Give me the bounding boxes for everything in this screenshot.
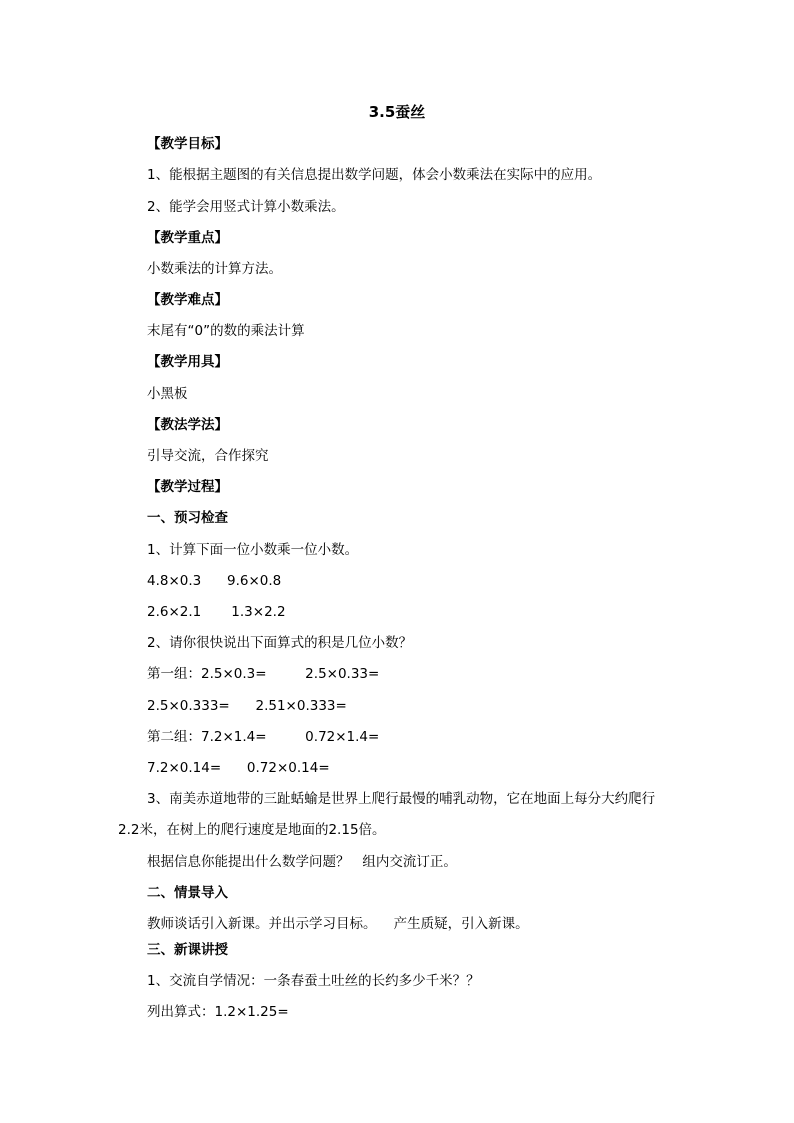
difficulties-text: 末尾有“0”的数的乘法计算 — [147, 323, 305, 339]
preview-item-3-continued: 2.2米，在树上的爬行速度是地面的2.15倍。 — [118, 822, 386, 838]
preview-item-2: 2、请你很快说出下面算式的积是几位小数？ — [147, 635, 413, 651]
goal-item-2: 2、能学会用竖式计算小数乘法。 — [147, 199, 345, 215]
exercise-row-1: 4.8×0.3 9.6×0.8 — [147, 573, 282, 589]
group-2-row-2: 7.2×0.14= 0.72×0.14= — [147, 760, 330, 776]
key-points-text: 小数乘法的计算方法。 — [147, 261, 282, 277]
heading-teaching-process: 【教学过程】 — [147, 479, 228, 495]
new-lesson-item-1: 1、交流自学情况：一条春蚕土吐丝的长约多少千米？？ — [147, 973, 480, 989]
preview-item-3: 3、南美赤道地带的三趾蛞蝓是世界上爬行最慢的哺乳动物，它在地面上每分大约爬行 — [147, 791, 656, 807]
heading-teaching-goals: 【教学目标】 — [147, 136, 228, 152]
heading-key-points: 【教学重点】 — [147, 230, 228, 246]
document-title: 3.5蚕丝 — [368, 103, 426, 121]
methods-text: 引导交流，合作探究 — [147, 448, 269, 464]
goal-item-1: 1、能根据主题图的有关信息提出数学问题，体会小数乘法在实际中的应用。 — [147, 167, 602, 183]
exercise-row-2: 2.6×2.1 1.3×2.2 — [147, 604, 286, 620]
heading-methods: 【教法学法】 — [147, 417, 228, 433]
scenario-intro-text: 教师谈话引入新课。并出示学习目标。 产生质疑，引入新课。 — [147, 916, 529, 932]
group-2-row-1: 第二组：7.2×1.4= 0.72×1.4= — [147, 729, 380, 745]
group-1-row-2: 2.5×0.333= 2.51×0.333= — [147, 698, 347, 714]
group-1-row-1: 第一组：2.5×0.3= 2.5×0.33= — [147, 666, 380, 682]
heading-teaching-tools: 【教学用具】 — [147, 354, 228, 370]
question-prompt: 根据信息你能提出什么数学问题？ 组内交流订正。 — [147, 854, 457, 870]
preview-item-1: 1、计算下面一位小数乘一位小数。 — [147, 542, 359, 558]
equation-line: 列出算式：1.2×1.25= — [147, 1004, 289, 1020]
teaching-tools-text: 小黑板 — [147, 386, 188, 402]
section-new-lesson: 三、新课讲授 — [147, 942, 228, 958]
heading-difficulties: 【教学难点】 — [147, 292, 228, 308]
section-scenario-intro: 二、情景导入 — [147, 885, 228, 901]
section-preview-check: 一、预习检查 — [147, 510, 228, 526]
